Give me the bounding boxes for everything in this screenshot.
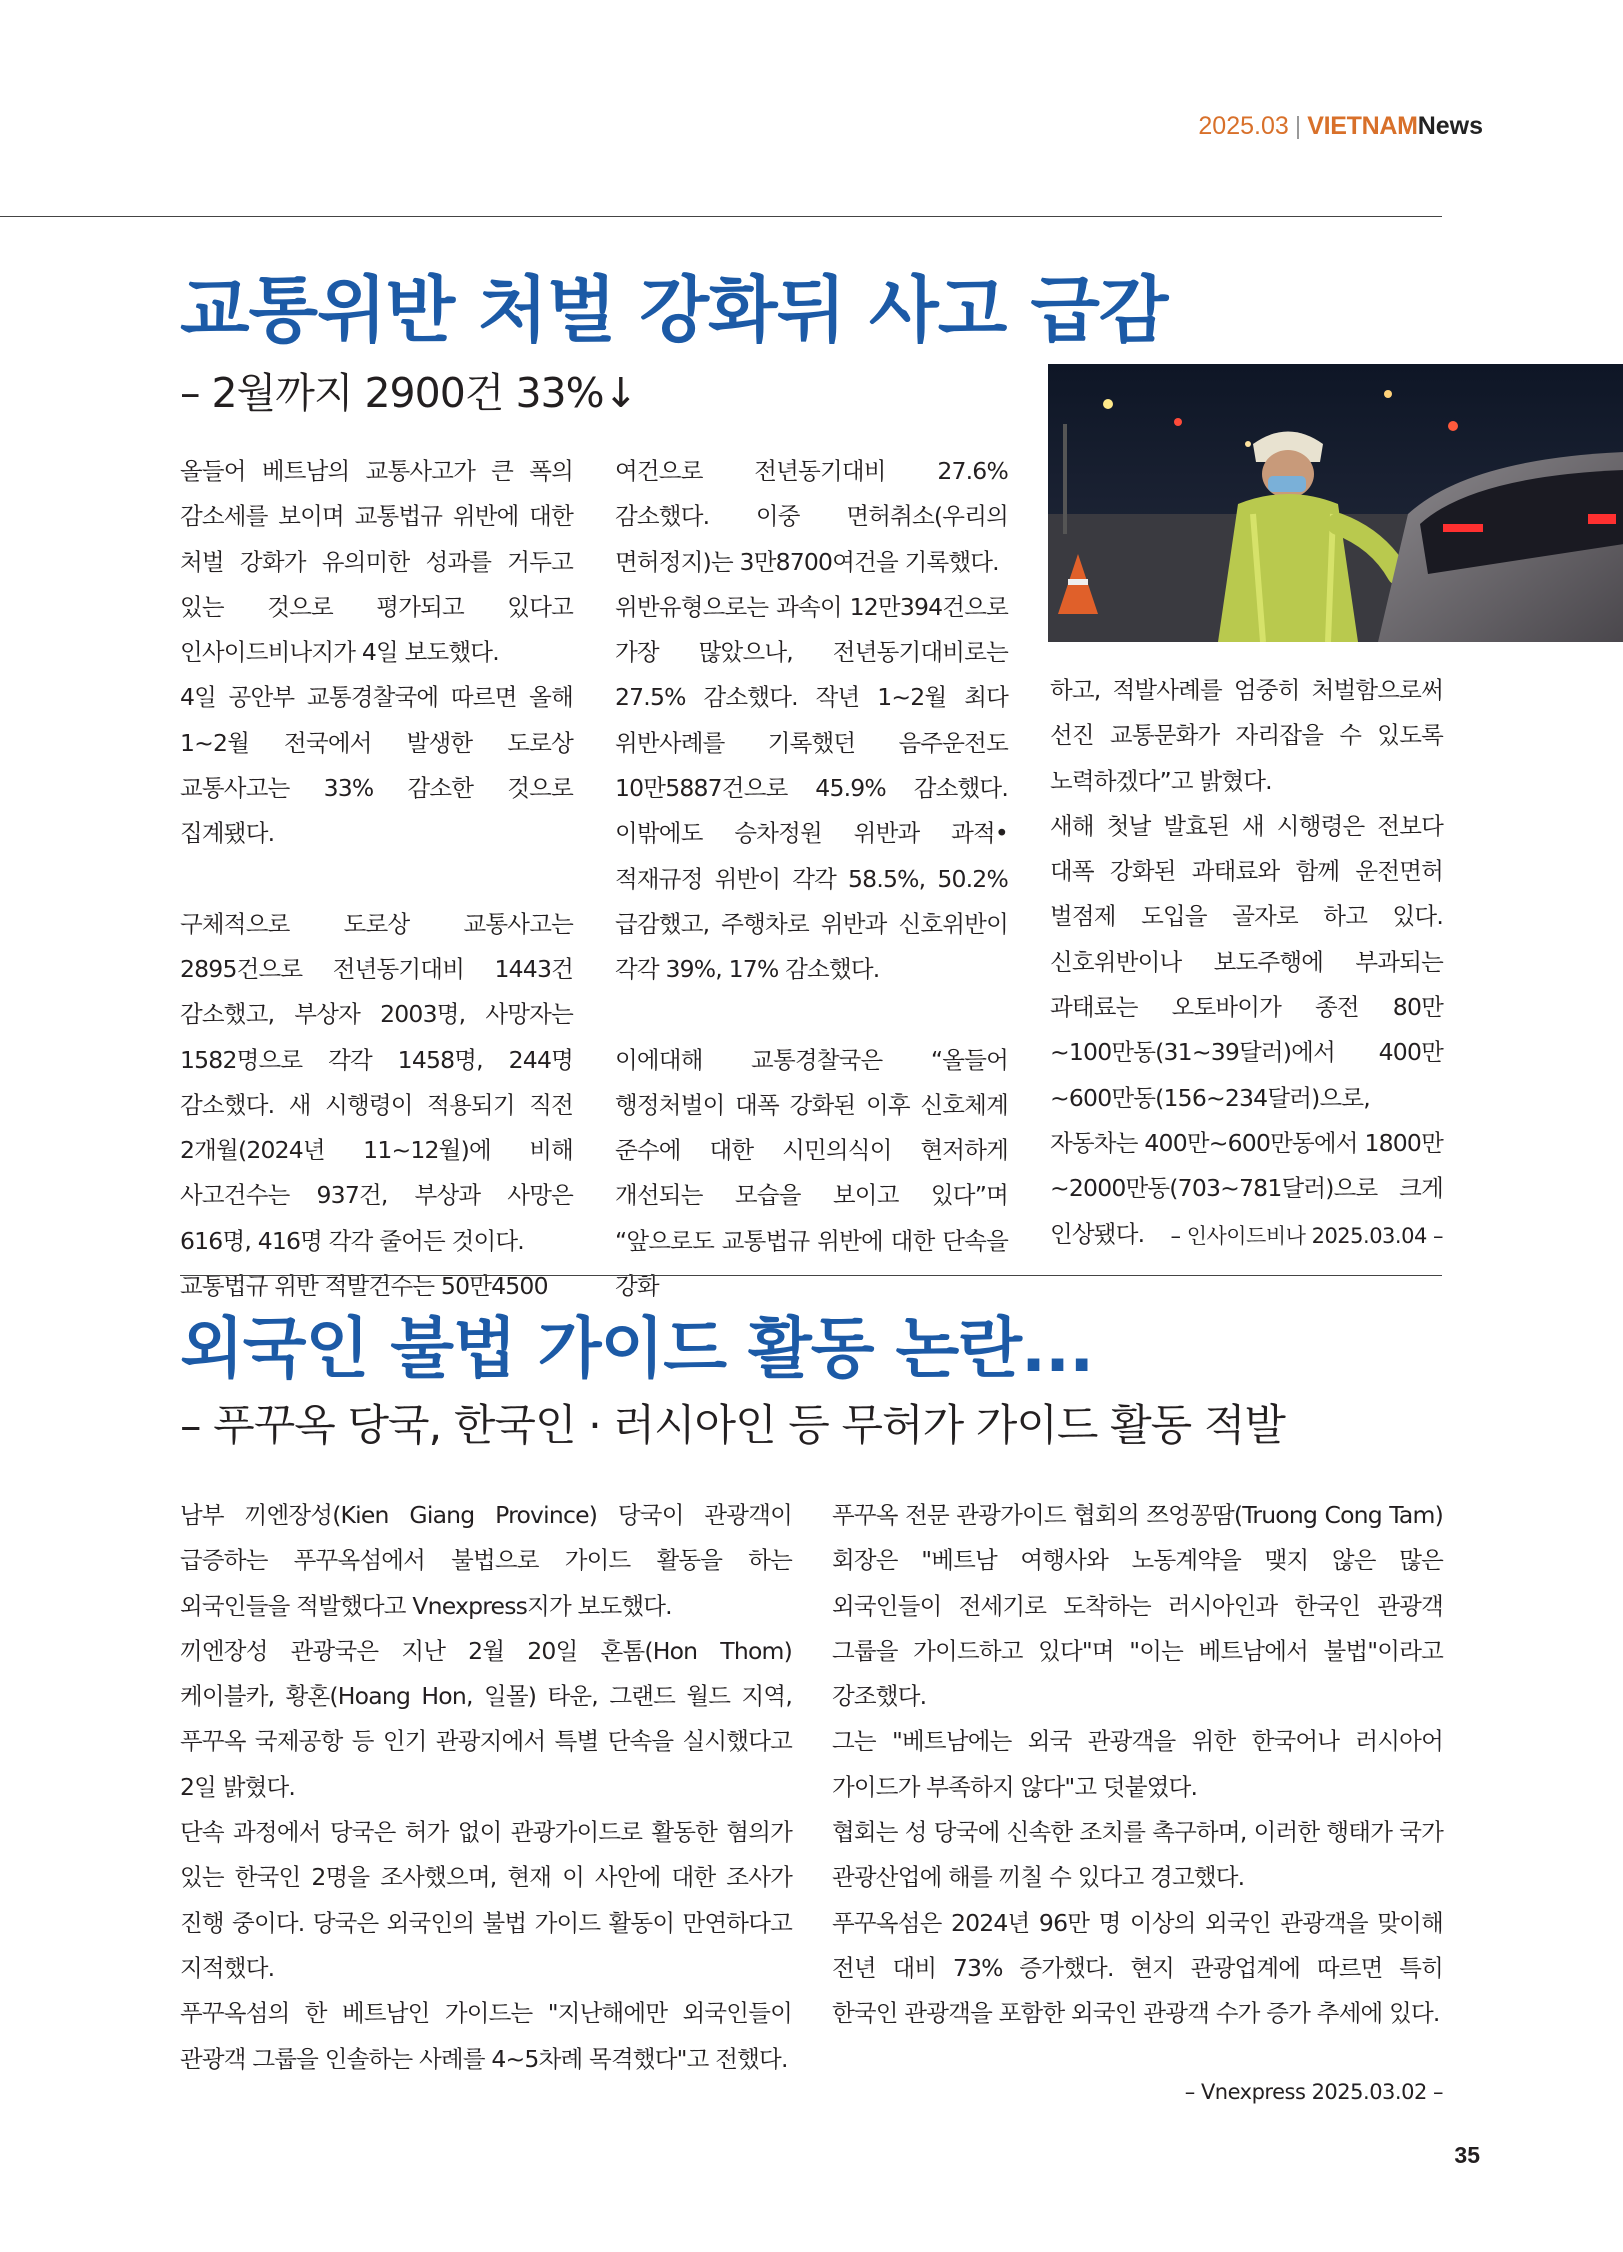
header-rule bbox=[0, 216, 1442, 217]
article2-column-2 bbox=[832, 1493, 1443, 2037]
magazine-brand: VIETNAM bbox=[1307, 112, 1418, 140]
article2-title: 외국인 불법 가이드 활동 논란... bbox=[180, 1310, 1094, 1387]
article1-column-1 bbox=[180, 449, 573, 1309]
paragraph: 위반유형으로는 과속이 12만394건으로 가장 많았으나, 전년동기대비로는 27.5% 감소했다. 작년 1~2월 최다 위반사례를 기록했던 음주운전도 10만5887건으로 45.9% 감소했다. 이밖에도 승차정원 위반과 과적•적재규정 위반이 각각 58.5%, 50.2% 급감했고, 주행차로 위반과 신호위반이 각각 39%, 17% 감소했다. bbox=[615, 592, 1008, 984]
paragraph: 하고, 적발사례를 엄중히 처벌함으로써 선진 교통문화가 자리잡을 수 있도록 노력하겠다”고 밝혔다. bbox=[1050, 676, 1443, 795]
paragraph: 그는 "베트남에는 외국 관광객을 위한 한국어나 러시아어 가이드가 부족하지 않다"고 덧붙였다. bbox=[832, 1727, 1443, 1801]
article2-column-1 bbox=[180, 1493, 792, 2082]
traffic-police-photo bbox=[1048, 364, 1623, 642]
article1-subtitle: – 2월까지 2900건 33%↓ bbox=[180, 369, 637, 417]
article1-column-3 bbox=[1050, 668, 1443, 1257]
article1-column-2 bbox=[615, 449, 1008, 1309]
article1-title: 교통위반 처벌 강화뒤 사고 급감 bbox=[180, 268, 1168, 352]
paragraph: 푸꾸옥 전문 관광가이드 협회의 쯔엉꽁땀(Truong Cong Tam) 회장은 "베트남 여행사와 노동계약을 맺지 않은 많은 외국인들이 전세기로 도착하는 러시아인과 한국인 관광객 그룹을 가이드하고 있다"며 "이는 베트남에서 불법"이라고 강조했다. bbox=[832, 1501, 1443, 1711]
paragraph: 푸꾸옥섬은 2024년 96만 명 이상의 외국인 관광객을 맞이해 전년 대비 73% 증가했다. 현지 관광업계에 따르면 특히 한국인 관광객을 포함한 외국인 관광객 수가 증가 추세에 있다. bbox=[832, 1908, 1443, 2028]
header-separator: | bbox=[1294, 112, 1302, 140]
paragraph: 단속 과정에서 당국은 허가 없이 관광가이드로 활동한 혐의가 있는 한국인 2명을 조사했으며, 현재 이 사안에 대한 조사가 진행 중이다. 당국은 외국인의 불법 가이드 활동이 만연하다고 지적했다. bbox=[180, 1818, 792, 1982]
paragraph: 올들어 베트남의 교통사고가 큰 폭의 감소세를 보이며 교통법규 위반에 대한 처벌 강화가 유의미한 성과를 거두고 있는 것으로 평가되고 있다고 인사이드비나지가 4일 보도했다. bbox=[180, 457, 573, 667]
paragraph: 푸꾸옥섬의 한 베트남인 가이드는 "지난해에만 외국인들이 관광객 그룹을 인솔하는 사례를 4~5차례 목격했다"고 전했다. bbox=[180, 1999, 792, 2073]
article2-subtitle: – 푸꾸옥 당국, 한국인 · 러시아인 등 무허가 가이드 활동 적발 bbox=[180, 1401, 1285, 1451]
paragraph: 구체적으로 도로상 교통사고는 2895건으로 전년동기대비 1443건 감소했고, 부상자 2003명, 사망자는 1582명으로 각각 1458명, 244명 감소했다. 새 시행령이 적용되기 직전 2개월(2024년 11~12월)에 비해 사고건수는 937건, 부상과 사망은 616명, 416명 각각 줄어든 것이다. bbox=[180, 909, 573, 1255]
article1-source: – 인사이드비나 2025.03.04 – bbox=[1170, 1224, 1443, 1248]
paragraph: 새해 첫날 발효된 새 시행령은 전보다 대폭 강화된 과태료와 함께 운전면허 벌점제 도입을 골자로 하고 있다. 신호위반이나 보도주행에 부과되는 과태료는 오토바이가 종전 80만~100만동(31~39달러)에서 400만~600만동(156~234달러)으로, 자동차는 400만~600만동에서 1800만~2000만동(703~781달러)으로 크게 인상됐다. bbox=[1050, 811, 1443, 1248]
magazine-brand-suffix: News bbox=[1417, 112, 1483, 140]
paragraph: 협회는 성 당국에 신속한 조치를 촉구하며, 이러한 행태가 국가 관광산업에 해를 끼칠 수 있다고 경고했다. bbox=[832, 1818, 1443, 1892]
page-header bbox=[1198, 112, 1483, 141]
paragraph: 4일 공안부 교통경찰국에 따르면 올해 1~2월 전국에서 발생한 도로상 교통사고는 33% 감소한 것으로 집계됐다. bbox=[180, 683, 573, 848]
issue-date: 2025.03 bbox=[1198, 112, 1289, 140]
paragraph: 교통법규 위반 적발건수는 50만4500 bbox=[180, 1272, 548, 1301]
paragraph: 끼엔장성 관광국은 지난 2월 20일 혼톰(Hon Thom) 케이블카, 황혼(Hoang Hon, 일몰) 타운, 그랜드 월드 지역, 푸꾸옥 국제공항 등 인기 관광지에서 특별 단속을 실시했다고 2일 밝혔다. bbox=[180, 1636, 792, 1801]
page-number: 35 bbox=[1454, 2142, 1480, 2168]
article-divider bbox=[180, 1275, 1442, 1276]
paragraph: 이에대해 교통경찰국은 “올들어 행정처벌이 대폭 강화된 이후 신호체계 준수에 대한 시민의식이 현저하게 개선되는 모습을 보이고 있다”며 “앞으로도 교통법규 위반에 대한 단속을 강화 bbox=[615, 1045, 1008, 1301]
article2-source: – Vnexpress 2025.03.02 – bbox=[1184, 2080, 1443, 2104]
paragraph: 남부 끼엔장성(Kien Giang Province) 당국이 관광객이 급증하는 푸꾸옥섬에서 불법으로 가이드 활동을 하는 외국인들을 적발했다고 Vnexpress지가 보도했다. bbox=[180, 1501, 792, 1620]
paragraph: 여건으로 전년동기대비 27.6% 감소했다. 이중 면허취소(우리의 면허정지)는 3만8700여건을 기록했다. bbox=[615, 457, 1008, 576]
